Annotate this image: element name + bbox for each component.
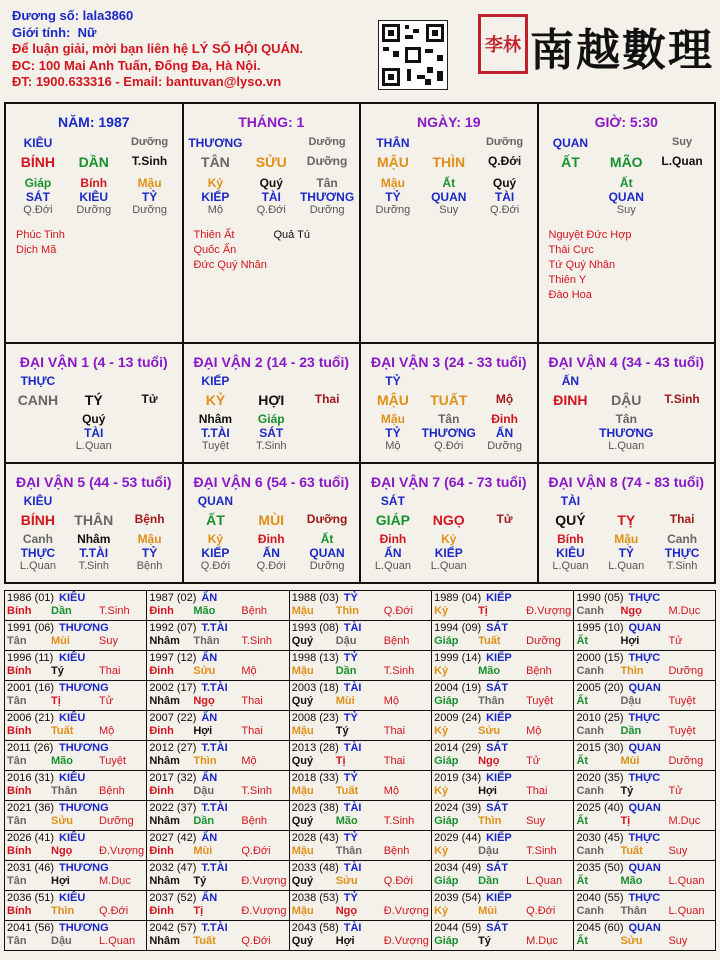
pillar-hour: GIỜ: 5:30 QUAN Suy ẤT MÃO L.Quan Ất QUAN Suy Nguyệt Đức Hợp Thái Cực Tứ Quý Nhân Thiên Y Đào Hoa	[538, 103, 716, 343]
gender: Giới tính: Nữ	[12, 24, 97, 40]
year-cell: 2036 (51) KIÊU Bính Thìn Q.Đới	[5, 891, 147, 921]
year-cell: 2027 (42) ẤN Đinh Mùi Q.Đới	[147, 831, 289, 861]
year-cell: 2007 (22) ẤN Đinh Hợi Thai	[147, 711, 289, 741]
dai-van-3: ĐẠI VẬN 3 (24 - 33 tuổi) TỶ MẬU TUẤT Mộ Mậu Tân Đinh TỶ THƯƠNG ẤN Mộ Q.Đới Dưỡng	[360, 343, 538, 463]
year-cell: 1987 (02) ẤN Đinh Mão Bệnh	[147, 591, 289, 621]
year-cell: 1990 (05) THỰC Canh Ngọ M.Dục	[574, 591, 716, 621]
year-cell: 2034 (49) SÁT Giáp Dần L.Quan	[432, 861, 574, 891]
year-cell: 1992 (07) T.TÀI Nhâm Thân T.Sinh	[147, 621, 289, 651]
year-cell: 1996 (11) KIÊU Bính Tý Thai	[5, 651, 147, 681]
stars-hour: Nguyệt Đức Hợp Thái Cực Tứ Quý Nhân Thiên Y Đào Hoa	[548, 229, 632, 301]
stars-month: Thiên Ất Quốc Ấn Đức Quý Nhân Quả Tú	[193, 229, 310, 271]
year-cell: 2024 (39) SÁT Giáp Thìn Suy	[432, 801, 574, 831]
yearly-table	[4, 590, 716, 951]
year-cell: 2000 (15) THỰC Canh Thìn Dưỡng	[574, 651, 716, 681]
year-cell: 1999 (14) KIẾP Kỷ Mão Bệnh	[432, 651, 574, 681]
year-cell: 1993 (08) TÀI Quý Dậu Bệnh	[289, 621, 431, 651]
year-cell: 2038 (53) TỶ Mậu Ngọ Đ.Vượng	[289, 891, 431, 921]
year-cell: 2018 (33) TỶ Mậu Tuất Mộ	[289, 771, 431, 801]
year-cell: 2025 (40) QUAN Ất Tị M.Dục	[574, 801, 716, 831]
year-cell: 2010 (25) THỰC Canh Dần Tuyệt	[574, 711, 716, 741]
year-cell: 2033 (48) TÀI Quý Sửu Q.Đới	[289, 861, 431, 891]
year-cell: 2008 (23) TỶ Mậu Tý Thai	[289, 711, 431, 741]
year-cell: 2029 (44) KIẾP Kỷ Dậu T.Sinh	[432, 831, 574, 861]
year-cell: 2022 (37) T.TÀI Nhâm Dần Bệnh	[147, 801, 289, 831]
year-cell: 2019 (34) KIẾP Kỷ Hợi Thai	[432, 771, 574, 801]
year-cell: 1991 (06) THƯƠNG Tân Mùi Suy	[5, 621, 147, 651]
year-cell: 1997 (12) ẤN Đinh Sửu Mộ	[147, 651, 289, 681]
year-cell: 2032 (47) T.TÀI Nhâm Tý Đ.Vượng	[147, 861, 289, 891]
year-cell: 2026 (41) KIÊU Bính Ngọ Đ.Vượng	[5, 831, 147, 861]
year-cell: 1998 (13) TỶ Mậu Dần T.Sinh	[289, 651, 431, 681]
logo: 南越數理	[530, 25, 714, 76]
year-cell: 2009 (24) KIẾP Kỷ Sửu Mộ	[432, 711, 574, 741]
year-cell: 2044 (59) SÁT Giáp Tý M.Dục	[432, 921, 574, 951]
year-cell: 1995 (10) QUAN Ất Hợi Tử	[574, 621, 716, 651]
year-cell: 2037 (52) ẤN Đinh Tị Đ.Vượng	[147, 891, 289, 921]
year-cell: 1989 (04) KIẾP Kỷ Tị Đ.Vượng	[432, 591, 574, 621]
year-cell: 2005 (20) QUAN Ất Dậu Tuyệt	[574, 681, 716, 711]
year-cell: 2028 (43) TỶ Mậu Thân Bệnh	[289, 831, 431, 861]
year-cell: 2014 (29) SÁT Giáp Ngọ Tử	[432, 741, 574, 771]
seal-stamp: 李林	[478, 14, 528, 74]
year-cell: 2042 (57) T.TÀI Nhâm Tuất Q.Đới	[147, 921, 289, 951]
year-cell: 2039 (54) KIẾP Kỷ Mùi Q.Đới	[432, 891, 574, 921]
year-cell: 2020 (35) THỰC Canh Tý Tử	[574, 771, 716, 801]
year-cell: 2023 (38) TÀI Quý Mão T.Sinh	[289, 801, 431, 831]
year-cell: 2015 (30) QUAN Ất Mùi Dưỡng	[574, 741, 716, 771]
year-cell: 1994 (09) SÁT Giáp Tuất Dưỡng	[432, 621, 574, 651]
year-cell: 2045 (60) QUAN Ất Sửu Suy	[574, 921, 716, 951]
year-cell: 2011 (26) THƯƠNG Tân Mão Tuyệt	[5, 741, 147, 771]
header-info	[12, 8, 303, 91]
qr-code	[378, 20, 448, 90]
year-cell: 2021 (36) THƯƠNG Tân Sửu Dưỡng	[5, 801, 147, 831]
dai-van-2: ĐẠI VẬN 2 (14 - 23 tuổi) KIẾP KỶ HỢI Thai Nhâm Giáp T.TÀI SÁT Tuyệt T.Sinh	[183, 343, 361, 463]
dai-van-4: ĐẠI VẬN 4 (34 - 43 tuổi) ẤN ĐINH DẬU T.Sinh Tân THƯƠNG L.Quan	[538, 343, 716, 463]
dai-van-1: ĐẠI VẬN 1 (4 - 13 tuổi) THỰC CANH TÝ Tử Quý TÀI L.Quan	[5, 343, 183, 463]
pillar-month: THÁNG: 1 THƯƠNG Dưỡng TÂN SỬU Dưỡng Kỷ Quý Tân KIẾP TÀI THƯƠNG Mộ Q.Đới Dưỡng Thiên Ất Quốc Ấn Đức Quý Nhân Quả Tú	[183, 103, 361, 343]
pillar-year: NĂM: 1987 KIÊU Dưỡng BÍNH DẦN T.Sinh Giáp Bính Mậu SÁT KIÊU TỶ Q.Đới Dưỡng Dưỡng Phúc Tinh Dịch Mã	[5, 103, 183, 343]
year-cell: 2002 (17) T.TÀI Nhâm Ngọ Thai	[147, 681, 289, 711]
year-cell: 2012 (27) T.TÀI Nhâm Thìn Mộ	[147, 741, 289, 771]
address-line: ĐC: 100 Mai Anh Tuấn, Đống Đa, Hà Nội.	[12, 57, 261, 73]
year-cell: 2041 (56) THƯƠNG Tân Dậu L.Quan	[5, 921, 147, 951]
year-cell: 2030 (45) THỰC Canh Tuất Suy	[574, 831, 716, 861]
dai-van-5: ĐẠI VẬN 5 (44 - 53 tuổi) KIÊU BÍNH THÂN Bệnh Canh Nhâm Mậu THỰC T.TÀI TỶ L.Quan T.Sinh Bệnh	[5, 463, 183, 583]
dai-van-6: ĐẠI VẬN 6 (54 - 63 tuổi) QUAN ẤT MÙI Dưỡng Kỷ Đinh Ất KIẾP ẤN QUAN Q.Đới Q.Đới Dưỡng	[183, 463, 361, 583]
year-cell: 2013 (28) TÀI Quý Tị Thai	[289, 741, 431, 771]
stars-year: Phúc Tinh Dịch Mã	[16, 229, 65, 256]
year-cell: 2004 (19) SÁT Giáp Thân Tuyệt	[432, 681, 574, 711]
phone-email-line: ĐT: 1900.633316 - Email: bantuvan@lyso.vn	[12, 74, 282, 89]
pillar-day: NGÀY: 19 THÂN Dưỡng MẬU THÌN Q.Đới Mậu Ất Quý TỶ QUAN TÀI Dưỡng Suy Q.Đới	[360, 103, 538, 343]
year-cell: 1988 (03) TỶ Mậu Thìn Q.Đới	[289, 591, 431, 621]
dai-van-7: ĐẠI VẬN 7 (64 - 73 tuổi) SÁT GIÁP NGỌ Tử Đinh Kỷ ẤN KIẾP L.Quan L.Quan	[360, 463, 538, 583]
year-cell: 1986 (01) KIÊU Bính Dần T.Sinh	[5, 591, 147, 621]
year-cell: 2001 (16) THƯƠNG Tân Tị Tử	[5, 681, 147, 711]
year-cell: 2035 (50) QUAN Ất Mão L.Quan	[574, 861, 716, 891]
contact-line: Để luận giải, mời bạn liên hệ LÝ SỐ HỘI QUÁN.	[12, 41, 303, 56]
year-cell: 2031 (46) THƯƠNG Tân Hợi M.Dục	[5, 861, 147, 891]
dai-van-8: ĐẠI VẬN 8 (74 - 83 tuổi) TÀI QUÝ TỴ Thai Bính Mậu Canh KIÊU TỶ THỰC L.Quan L.Quan T.Sinh	[538, 463, 716, 583]
owner-name: Đương số: lala3860	[12, 8, 134, 23]
year-cell: 2016 (31) KIÊU Bính Thân Bệnh	[5, 771, 147, 801]
year-cell: 2043 (58) TÀI Quý Hợi Đ.Vượng	[289, 921, 431, 951]
year-cell: 2003 (18) TÀI Quý Mùi Mộ	[289, 681, 431, 711]
year-cell: 2040 (55) THỰC Canh Thân L.Quan	[574, 891, 716, 921]
year-cell: 2017 (32) ẤN Đinh Dậu T.Sinh	[147, 771, 289, 801]
year-cell: 2006 (21) KIÊU Bính Tuất Mộ	[5, 711, 147, 741]
chart-table	[4, 102, 716, 584]
